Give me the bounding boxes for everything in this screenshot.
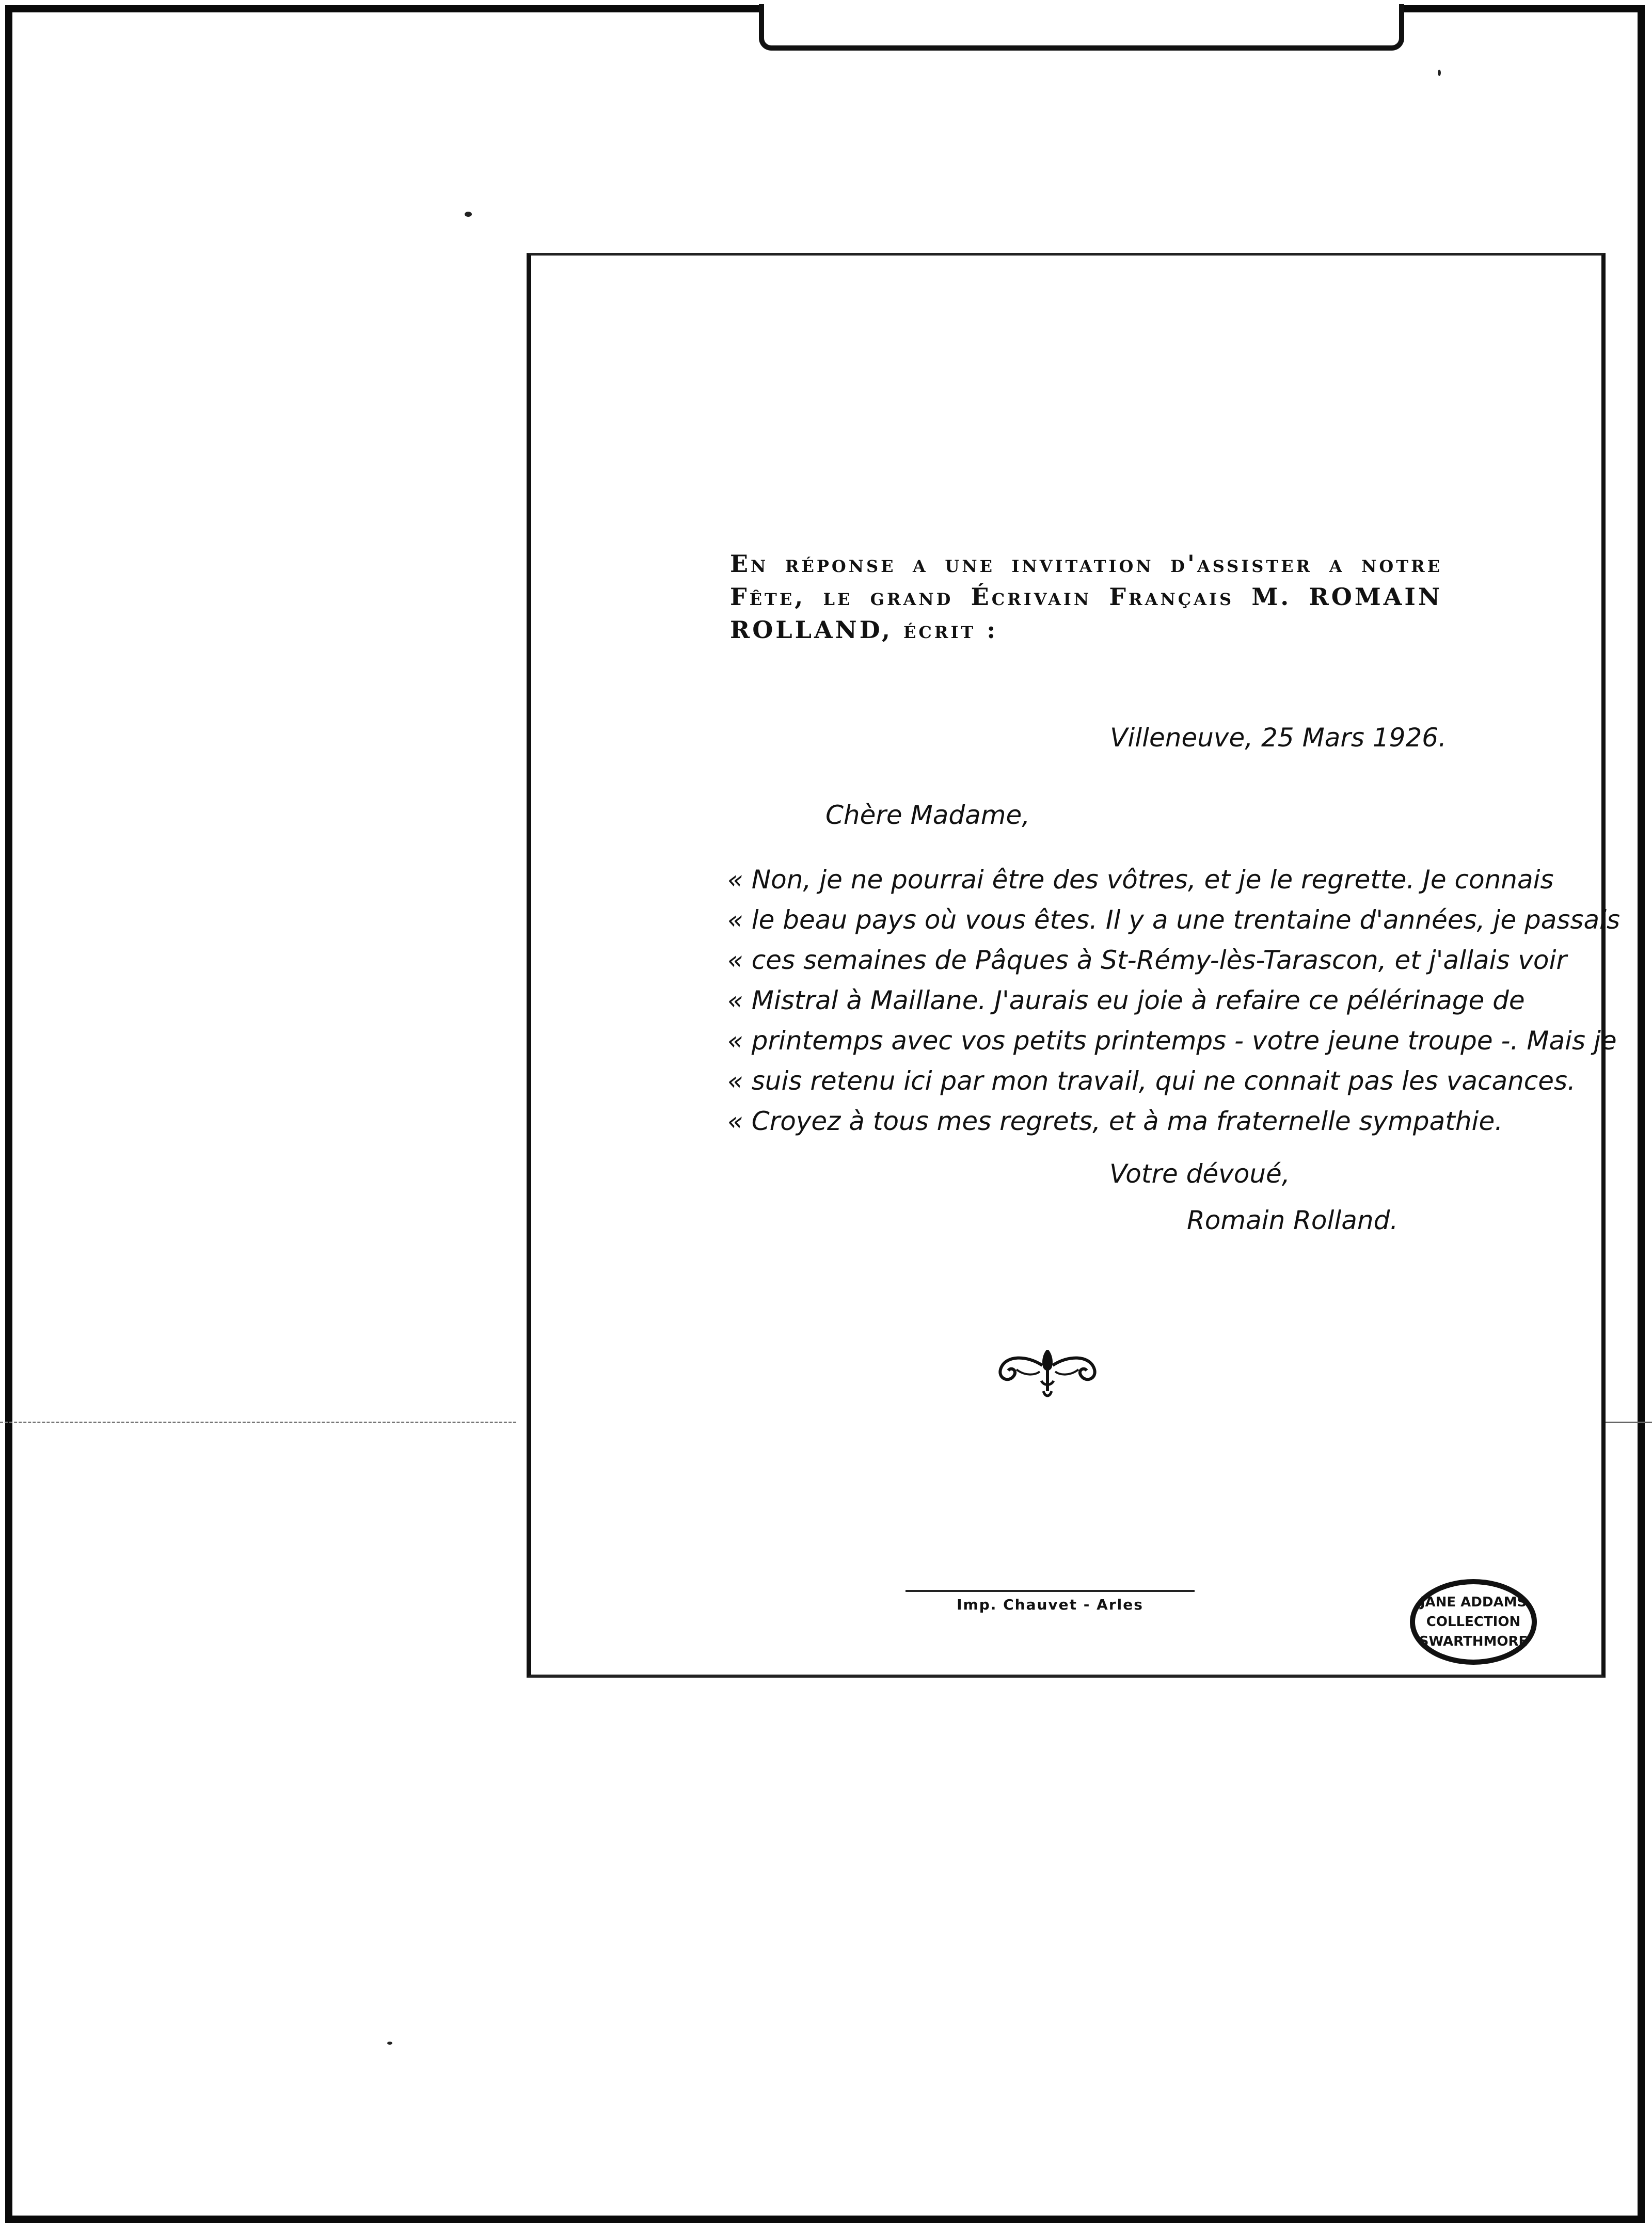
letter-salutation: Chère Madame, xyxy=(825,800,1030,830)
letter-line: « le beau pays où vous êtes. Il y a une trentaine d'années, je passais xyxy=(727,905,1621,935)
letter-body xyxy=(727,859,1621,1141)
letter-dateline: Villeneuve, 25 Mars 1926. xyxy=(1110,723,1447,753)
fleuron-ornament-icon xyxy=(986,1340,1109,1401)
collection-stamp xyxy=(1401,1574,1540,1667)
letter-signature: Romain Rolland. xyxy=(1187,1205,1399,1235)
letter-line: « Mistral à Maillane. J'aurais eu joie à refaire ce pélérinage de xyxy=(727,985,1525,1015)
top-paper-tab xyxy=(759,4,1404,51)
letter-line: « Non, je ne pourrai être des vôtres, et je le regrette. Je connais xyxy=(727,865,1554,895)
scan-speck xyxy=(1438,70,1441,76)
printer-rule xyxy=(906,1590,1195,1592)
stamp-line: SWARTHMORE xyxy=(1419,1634,1528,1649)
letter-line: « ces semaines de Pâques à St-Rémy-lès-Tarascon, et j'allais voir xyxy=(727,945,1567,975)
printed-card xyxy=(527,253,1621,1678)
letter-line: « printemps avec vos petits printemps - votre jeune troupe -. Mais je xyxy=(727,1026,1617,1056)
letter-line: « Croyez à tous mes regrets, et à ma fraternelle sympathie. xyxy=(727,1106,1503,1136)
stamp-line: COLLECTION xyxy=(1426,1614,1521,1630)
stamp-line: JANE ADDAMS xyxy=(1420,1595,1527,1610)
letter-line: « suis retenu ici par mon travail, qui ne connait pas les vacances. xyxy=(727,1066,1576,1096)
scan-speck xyxy=(465,212,472,217)
fold-line xyxy=(0,1422,516,1423)
letter-closing: Votre dévoué, xyxy=(1109,1159,1290,1189)
card-header: En réponse a une invitation d'assister a notre Fête, le grand Écrivain Français M. ROMAIN ROLLAND, écrit : xyxy=(730,550,1442,644)
printer-imprint: Imp. Chauvet - Arles xyxy=(957,1596,1143,1613)
scan-speck xyxy=(387,2042,392,2045)
